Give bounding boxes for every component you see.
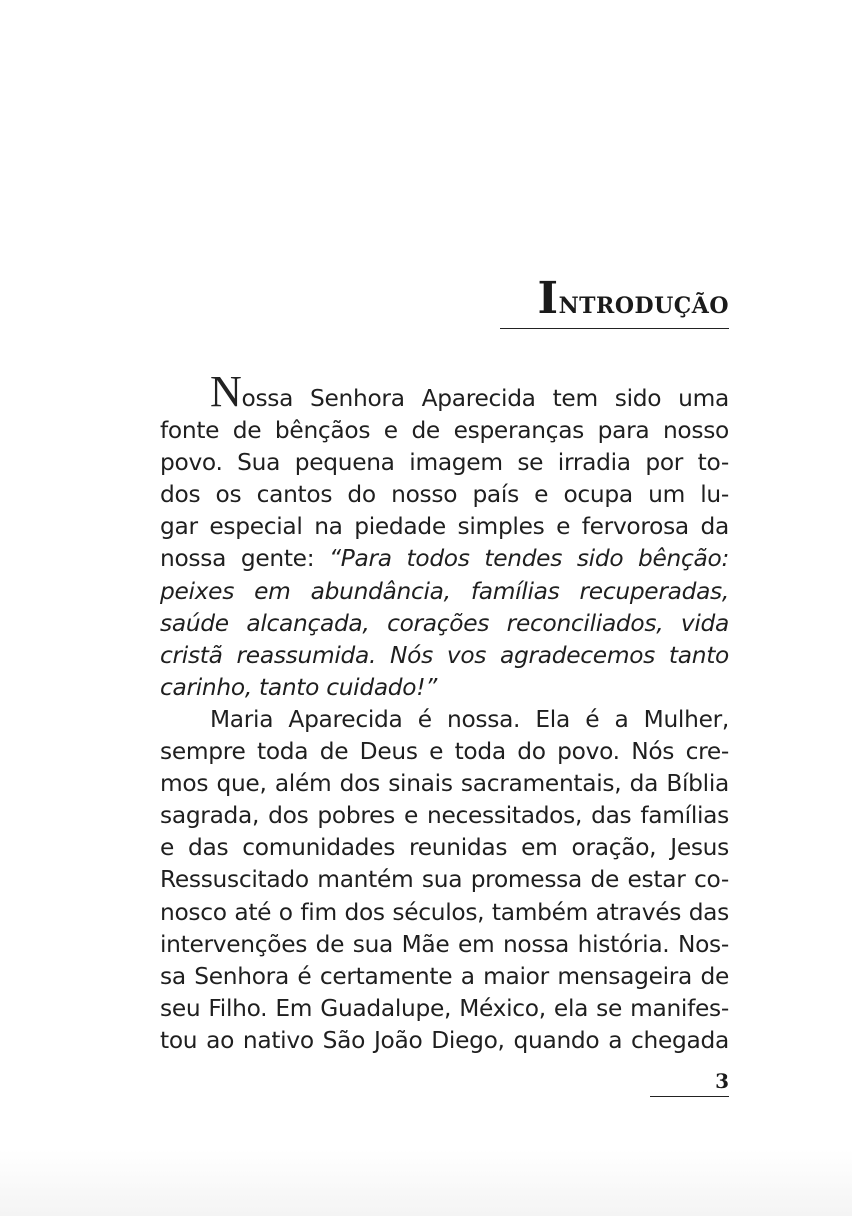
text-line: gar especial na piedade simples e fervorosa da [160, 513, 729, 541]
quote-line: peixes em abundância, famílias recuperadas, [160, 577, 729, 605]
text-line: dos os cantos do nosso país e ocupa um lu- [160, 481, 729, 509]
page-number-underline [650, 1096, 729, 1097]
body-text [160, 367, 730, 1057]
drop-cap: N [210, 367, 242, 416]
text-line: sagrada, dos pobres e necessitados, das famílias [160, 802, 729, 830]
quote-line: cristã reassumida. Nós vos agradecemos tanto [160, 641, 729, 669]
title-underline [500, 328, 729, 329]
text-line: Nossa Senhora Aparecida tem sido uma [210, 367, 729, 416]
text-line: mos que, além dos sinais sacramentais, da Bíblia [160, 770, 729, 798]
text-line: e das comunidades reunidas em oração, Jesus [160, 834, 729, 862]
paragraph-2 [160, 704, 729, 1057]
text-line: nossa gente: “Para todos tendes sido bênção: [160, 545, 730, 573]
page-number: 3 [715, 1069, 729, 1093]
text-line: povo. Sua pequena imagem se irradia por to- [160, 449, 729, 477]
text-line: intervenções de sua Mãe em nossa história. Nos- [160, 930, 729, 958]
chapter-title-rest: ntrodução [558, 285, 729, 321]
text-line: tou ao nativo São João Diego, quando a chegada [160, 1026, 729, 1054]
paragraph-1 [160, 367, 730, 704]
text-line: sa Senhora é certamente a maior mensageira de [160, 962, 729, 990]
text-line: nosco até o fim dos séculos, também através das [160, 898, 729, 926]
chapter-title-initial: I [537, 273, 559, 324]
text-line: sempre toda de Deus e toda do povo. Nós cre- [160, 738, 729, 766]
text-line: Maria Aparecida é nossa. Ela é a Mulher, [210, 705, 729, 733]
chapter-title [500, 273, 729, 326]
quote-line: saúde alcançada, corações reconciliados, vida [160, 609, 729, 637]
text-line: Ressuscitado mantém sua promessa de estar co- [160, 866, 729, 894]
chapter-heading [500, 273, 729, 329]
page-footer [650, 1068, 729, 1097]
text-line: seu Filho. Em Guadalupe, México, ela se manifes- [160, 994, 729, 1022]
quote-start: “Para todos tendes sido bênção: [329, 545, 730, 573]
text-line: fonte de bênçãos e de esperanças para nosso [160, 417, 729, 445]
quote-line: carinho, tanto cuidado!” [160, 673, 438, 701]
